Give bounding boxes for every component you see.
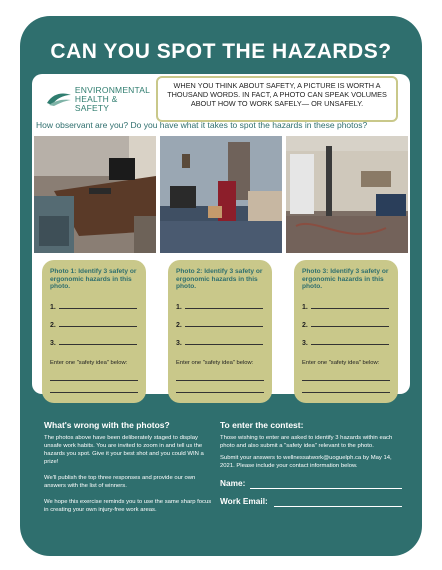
safety-idea-line-1[interactable] xyxy=(50,380,138,381)
name-field[interactable] xyxy=(220,478,404,490)
whats-wrong-paragraph-1: The photos above have been deliberately staged to display unsafe work habits. You are invited to zoom in and tell us the hazards you spot. Give it your best shot and you could WIN a prize! xyxy=(44,435,204,465)
hazard-2-field[interactable]: 2. xyxy=(302,320,394,329)
photo-1-card xyxy=(42,260,146,403)
name-label: Name: xyxy=(220,478,246,488)
intro-question: How observant are you? Do you have what it takes to spot the hazards in these photos? xyxy=(36,120,368,130)
safety-idea-line-1[interactable] xyxy=(176,380,264,381)
photo-2-card xyxy=(168,260,272,403)
swoosh-leaf-icon xyxy=(46,91,72,107)
intro-quote: WHEN YOU THINK ABOUT SAFETY, A PICTURE IS WORTH A THOUSAND WORDS. IN FACT, A PHOTO CAN SPEAK VOLUMES ABOUT HOW TO WORK SAFELY— OR UNSAFELY. xyxy=(156,76,398,122)
whats-wrong-heading: What's wrong with the photos? xyxy=(44,420,170,430)
card-heading: Photo 1: Identify 3 safety or ergonomic hazards in this photo. xyxy=(50,268,137,291)
work-email-field[interactable] xyxy=(220,496,404,508)
hazard-3-field[interactable]: 3. xyxy=(302,338,394,347)
hazard-2-field[interactable]: 2. xyxy=(50,320,142,329)
safety-idea-line-2[interactable] xyxy=(50,392,138,393)
hazard-1-field[interactable]: 1. xyxy=(50,302,142,311)
safety-idea-label: Enter one "safety idea" below: xyxy=(302,360,380,366)
safety-idea-line-2[interactable] xyxy=(302,392,390,393)
logo-line-2: HEALTH & SAFETY xyxy=(74,93,118,113)
card-heading: Photo 2: Identify 3 safety or ergonomic hazards in this photo. xyxy=(176,268,263,291)
contest-paragraph-2: Submit your answers to wellnessatwork@uoguelph.ca by May 14, 2021. Please include your contact information below. xyxy=(220,455,392,469)
logo-text xyxy=(75,86,154,113)
safety-idea-label: Enter one "safety idea" below: xyxy=(50,360,128,366)
logo-line-1: ENVIRONMENTAL xyxy=(74,84,151,95)
ehs-logo xyxy=(46,86,154,112)
safety-idea-line-2[interactable] xyxy=(176,392,264,393)
cluttered-workshop-photo xyxy=(286,136,408,253)
hazard-3-field[interactable]: 3. xyxy=(50,338,142,347)
name-line xyxy=(250,487,402,489)
contest-paragraph-1: Those wishing to enter are asked to identify 3 hazards within each photo and also submit a "safety idea" relevant to the photo. xyxy=(220,435,393,449)
card-heading: Photo 3: Identify 3 safety or ergonomic hazards in this photo. xyxy=(302,268,389,291)
safety-idea-line-1[interactable] xyxy=(302,380,390,381)
whats-wrong-paragraph-3: We hope this exercise reminds you to use the same sharp focus in creating your own injury-free work areas. xyxy=(44,499,212,513)
hazard-1-field[interactable]: 1. xyxy=(302,302,394,311)
safety-idea-label: Enter one "safety idea" below: xyxy=(176,360,254,366)
hazard-2-field[interactable]: 2. xyxy=(176,320,268,329)
hazard-1-field[interactable]: 1. xyxy=(176,302,268,311)
office-storage-room-photo xyxy=(160,136,282,253)
hazard-3-field[interactable]: 3. xyxy=(176,338,268,347)
contest-heading: To enter the contest: xyxy=(220,420,304,430)
home-office-desk-photo xyxy=(34,136,156,253)
whats-wrong-paragraph-2: We'll publish the top three responses and provide our own answers with the list of winners. xyxy=(44,475,196,489)
photo-3-card xyxy=(294,260,398,403)
work-email-line xyxy=(274,505,402,507)
poster-title: CAN YOU SPOT THE HAZARDS? xyxy=(50,40,392,63)
work-email-label: Work Email: xyxy=(220,496,268,506)
